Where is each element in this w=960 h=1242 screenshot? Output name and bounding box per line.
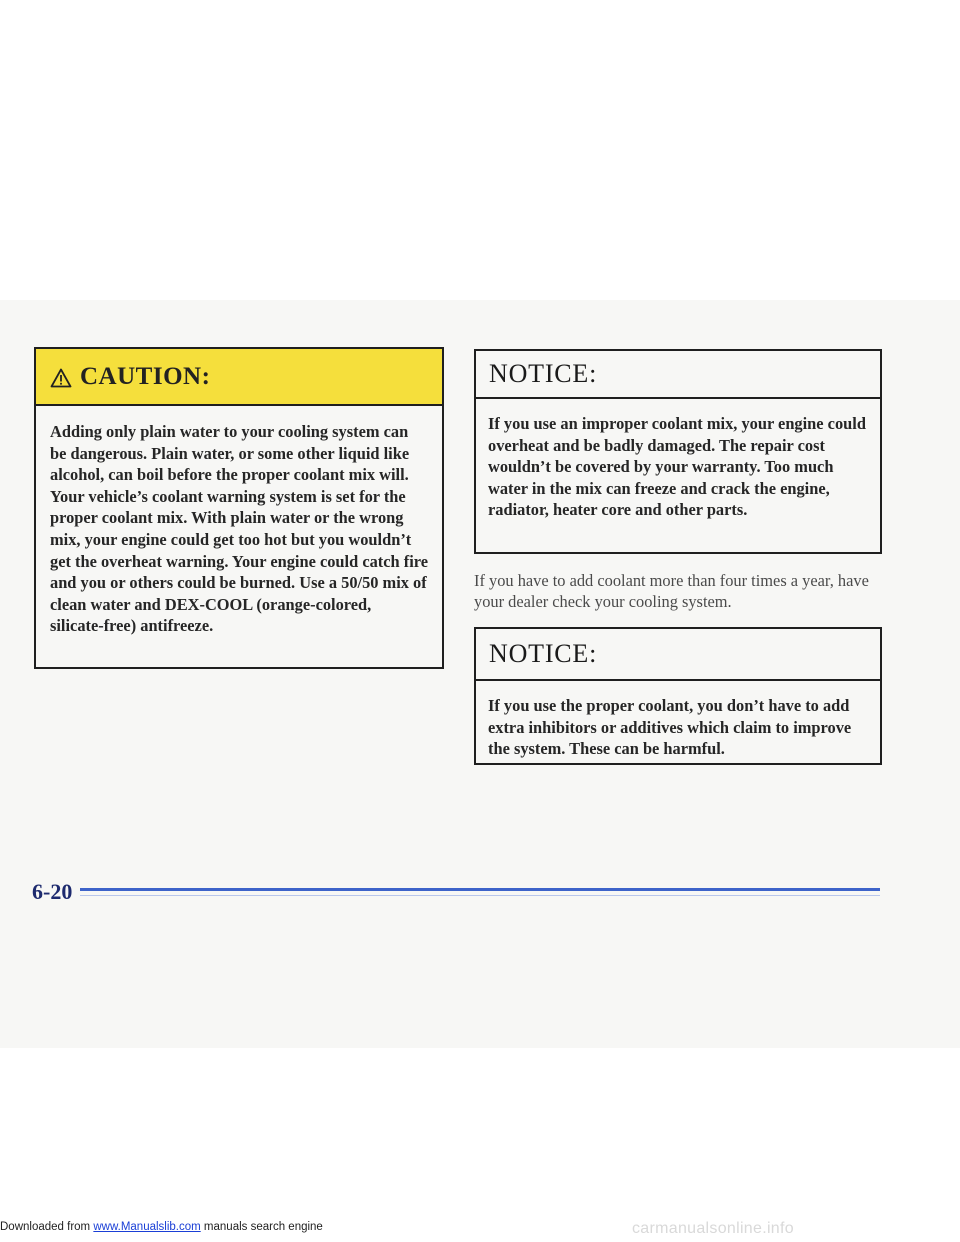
notice-text: If you use an improper coolant mix, your engine could overheat and be badly damaged. The repair cost wouldn’t be covered by your warranty. Too much water in the mix can freeze and crack the engine, radiator, heater core and other parts. (488, 414, 866, 520)
caution-text: Adding only plain water to your cooling system can be dangerous. Plain water, or some other liquid like alcohol, can boil before the proper coolant mix will. Your vehicle’s coolant warning system is set for the proper coolant mix. With plain water or the wrong mix, your engine could get too hot but you wouldn’t get the overheat warning. Your engine could catch fire and you or others could be burned. Use a 50/50 mix of clean water and DEX-COOL (orange-colored, silicate-free) antifreeze. (50, 422, 428, 636)
caution-box (34, 347, 444, 669)
watermark-text: carmanualsonline.info (632, 1220, 794, 1237)
footer-suffix: manuals search engine (203, 1221, 323, 1233)
warning-triangle-icon (50, 368, 72, 388)
footer-rule-thin (80, 895, 880, 896)
notice-title: NOTICE: (489, 359, 598, 388)
footer-prefix: Downloaded from (0, 1221, 91, 1233)
manualslib-link[interactable]: www.Manualslib.com (93, 1221, 201, 1233)
notice-title: NOTICE: (489, 639, 598, 668)
caution-header (36, 349, 442, 406)
notice-header (476, 351, 880, 399)
download-footer (0, 1221, 323, 1233)
notice-box-inhibitors (474, 627, 882, 765)
page-number: 6-20 (32, 879, 73, 904)
caution-title: CAUTION: (80, 362, 211, 390)
body-paragraph: If you have to add coolant more than four times a year, have your dealer check your cooling system. (474, 571, 869, 611)
notice-box-coolant-mix (474, 349, 882, 554)
notice-header (476, 629, 880, 681)
notice-text: If you use the proper coolant, you don’t have to add extra inhibitors or additives which claim to improve the system. These can be harmful. (488, 696, 852, 759)
footer-rule (80, 888, 880, 891)
